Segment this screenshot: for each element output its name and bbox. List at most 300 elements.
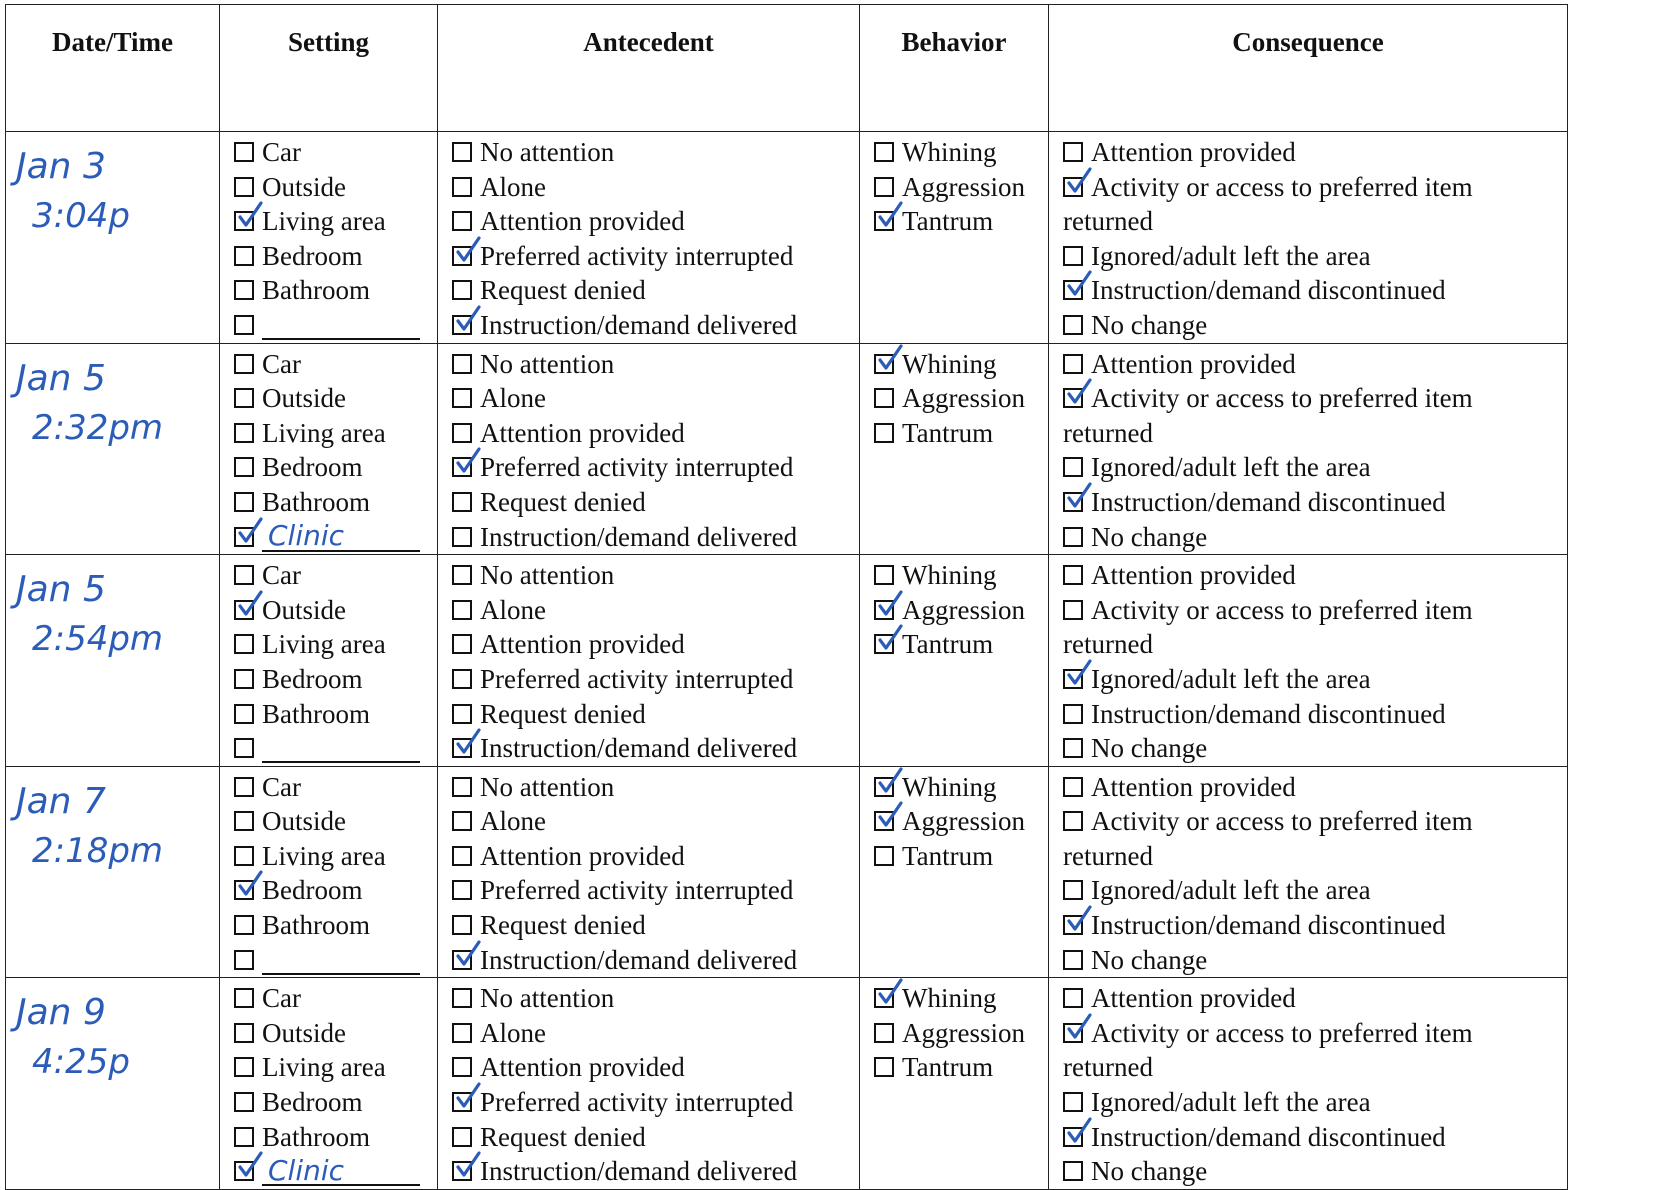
setting-checkbox[interactable]	[234, 280, 254, 300]
option-label: No attention	[480, 137, 615, 167]
antecedent-checkbox[interactable]	[452, 669, 472, 689]
antecedent-checkbox[interactable]	[452, 315, 472, 335]
consequence-options	[1049, 344, 1567, 555]
option-label: Living area	[262, 417, 386, 448]
consequence-cell	[1049, 132, 1568, 344]
setting-checkbox[interactable]	[234, 600, 254, 620]
antecedent-checkbox[interactable]	[452, 457, 472, 477]
option-label: Car	[262, 560, 301, 591]
option-item	[874, 558, 1048, 593]
option-item	[452, 1016, 859, 1051]
option-item	[1063, 943, 1567, 978]
antecedent-checkbox[interactable]	[452, 354, 472, 374]
consequence-checkbox[interactable]	[1063, 669, 1083, 689]
table-row	[6, 555, 1568, 767]
behavior-checkbox[interactable]	[874, 211, 894, 231]
setting-checkbox[interactable]	[234, 777, 254, 797]
option-label: No change	[1091, 944, 1208, 975]
setting-other-blank[interactable]	[262, 1153, 420, 1187]
option-label: Attention provided	[1091, 137, 1296, 167]
option-item	[452, 593, 859, 628]
option-item	[874, 804, 1048, 839]
consequence-checkbox[interactable]	[1063, 246, 1083, 266]
setting-checkbox[interactable]	[234, 1057, 254, 1077]
consequence-checkbox[interactable]	[1063, 457, 1083, 477]
antecedent-checkbox[interactable]	[452, 565, 472, 585]
checkmark-icon	[1066, 659, 1092, 687]
checkmark-icon	[1066, 905, 1092, 933]
option-label: Bedroom	[262, 1087, 363, 1118]
behavior-cell	[860, 343, 1049, 555]
date-time-cell	[6, 555, 220, 767]
option-label: Attention provided	[480, 206, 685, 237]
antecedent-checkbox[interactable]	[452, 1057, 472, 1077]
behavior-checkbox[interactable]	[874, 565, 894, 585]
option-label: Whining	[902, 137, 997, 167]
option-label: Activity or access to preferred item returned	[1063, 383, 1473, 448]
setting-checkbox[interactable]	[234, 211, 254, 231]
option-label: Preferred activity interrupted	[480, 875, 794, 906]
consequence-options	[1049, 132, 1567, 343]
checkmark-icon	[877, 590, 903, 618]
antecedent-checkbox[interactable]	[452, 1127, 472, 1147]
setting-checkbox[interactable]	[234, 527, 254, 547]
antecedent-checkbox[interactable]	[452, 950, 472, 970]
option-item	[234, 1154, 437, 1189]
option-label: Alone	[480, 383, 546, 414]
time-handwritten: 2:54pm	[32, 619, 164, 660]
setting-checkbox[interactable]	[234, 950, 254, 970]
option-item	[1063, 1120, 1567, 1155]
checkmark-icon	[877, 201, 903, 229]
option-item	[874, 981, 1048, 1016]
consequence-checkbox[interactable]	[1063, 177, 1083, 197]
option-item	[234, 873, 437, 908]
setting-checkbox[interactable]	[234, 565, 254, 585]
time-handwritten: 2:32pm	[32, 407, 164, 448]
checkmark-icon	[1066, 167, 1092, 195]
setting-other-handwritten: Clinic	[268, 518, 345, 552]
option-label: Instruction/demand delivered	[480, 309, 798, 340]
option-item	[452, 627, 859, 662]
option-item	[874, 839, 1048, 874]
option-label: Activity or access to preferred item returned	[1063, 171, 1473, 237]
consequence-checkbox[interactable]	[1063, 1127, 1083, 1147]
behavior-checkbox[interactable]	[874, 846, 894, 866]
antecedent-checkbox[interactable]	[452, 600, 472, 620]
option-item	[234, 943, 437, 978]
checkmark-icon	[237, 870, 263, 898]
option-label: Preferred activity interrupted	[480, 240, 794, 271]
consequence-checkbox[interactable]	[1063, 1161, 1083, 1181]
option-item	[234, 1016, 437, 1051]
consequence-checkbox[interactable]	[1063, 388, 1083, 408]
setting-cell	[220, 555, 438, 767]
option-item	[234, 416, 437, 451]
option-item	[234, 1050, 437, 1085]
option-label: Tantrum	[902, 417, 994, 448]
consequence-checkbox[interactable]	[1063, 527, 1083, 547]
setting-checkbox[interactable]	[234, 811, 254, 831]
setting-checkbox[interactable]	[234, 738, 254, 758]
setting-checkbox[interactable]	[234, 1161, 254, 1181]
behavior-checkbox[interactable]	[874, 423, 894, 443]
consequence-checkbox[interactable]	[1063, 777, 1083, 797]
option-item	[1063, 770, 1567, 805]
setting-checkbox[interactable]	[234, 142, 254, 162]
option-label: Alone	[480, 171, 546, 202]
option-label: Request denied	[480, 1121, 646, 1152]
consequence-checkbox[interactable]	[1063, 1023, 1083, 1043]
setting-checkbox[interactable]	[234, 388, 254, 408]
option-label: Car	[262, 983, 301, 1014]
option-item	[1063, 485, 1567, 520]
option-item	[874, 416, 1048, 451]
option-label: Car	[262, 137, 301, 167]
option-label: Preferred activity interrupted	[480, 663, 794, 694]
option-label: Instruction/demand discontinued	[1091, 275, 1446, 306]
behavior-options	[860, 978, 1048, 1085]
option-label: Bathroom	[262, 486, 370, 517]
option-item	[234, 204, 437, 239]
setting-checkbox[interactable]	[234, 457, 254, 477]
setting-checkbox[interactable]	[234, 246, 254, 266]
option-item	[234, 731, 437, 766]
option-item	[234, 1120, 437, 1155]
consequence-checkbox[interactable]	[1063, 280, 1083, 300]
option-item	[452, 485, 859, 520]
checkmark-icon	[1066, 1013, 1092, 1041]
option-item	[874, 381, 1048, 416]
setting-checkbox[interactable]	[234, 988, 254, 1008]
behavior-checkbox[interactable]	[874, 1023, 894, 1043]
option-label: Instruction/demand discontinued	[1091, 1121, 1446, 1152]
behavior-checkbox[interactable]	[874, 777, 894, 797]
checkmark-icon	[877, 624, 903, 652]
option-item	[234, 520, 437, 555]
antecedent-checkbox[interactable]	[452, 527, 472, 547]
option-label: Instruction/demand delivered	[480, 521, 798, 552]
antecedent-checkbox[interactable]	[452, 704, 472, 724]
behavior-checkbox[interactable]	[874, 634, 894, 654]
header-row	[6, 5, 1568, 132]
option-item	[234, 1085, 437, 1120]
option-item	[452, 450, 859, 485]
consequence-cell	[1049, 343, 1568, 555]
checkmark-icon	[1066, 270, 1092, 298]
header-setting: Setting	[220, 5, 438, 132]
setting-other-handwritten: Clinic	[268, 1153, 345, 1187]
setting-checkbox[interactable]	[234, 846, 254, 866]
setting-checkbox[interactable]	[234, 315, 254, 335]
option-item	[234, 908, 437, 943]
consequence-checkbox[interactable]	[1063, 811, 1083, 831]
option-label: Living area	[262, 629, 386, 660]
antecedent-checkbox[interactable]	[452, 811, 472, 831]
table-row	[6, 343, 1568, 555]
option-label: Outside	[262, 383, 346, 414]
option-label: Preferred activity interrupted	[480, 1087, 794, 1118]
date-handwritten: Jan 5	[16, 357, 106, 399]
option-label: Living area	[262, 206, 386, 237]
antecedent-checkbox[interactable]	[452, 280, 472, 300]
time-handwritten: 3:04p	[32, 196, 130, 236]
setting-checkbox[interactable]	[234, 1023, 254, 1043]
option-item	[1063, 804, 1567, 873]
option-label: No change	[1091, 1156, 1208, 1187]
checkmark-icon	[237, 1151, 263, 1179]
option-label: Request denied	[480, 275, 646, 306]
antecedent-checkbox[interactable]	[452, 880, 472, 900]
consequence-checkbox[interactable]	[1063, 950, 1083, 970]
option-label: Tantrum	[902, 840, 994, 871]
option-label: Activity or access to preferred item returned	[1063, 806, 1473, 871]
antecedent-checkbox[interactable]	[452, 211, 472, 231]
option-label: No attention	[480, 983, 615, 1014]
consequence-checkbox[interactable]	[1063, 142, 1083, 162]
option-label: No attention	[480, 560, 615, 591]
option-label: Ignored/adult left the area	[1091, 1087, 1371, 1118]
consequence-checkbox[interactable]	[1063, 915, 1083, 935]
behavior-cell	[860, 132, 1049, 344]
antecedent-options	[438, 132, 859, 343]
option-item	[234, 135, 437, 170]
option-label: Whining	[902, 348, 997, 379]
option-label: Attention provided	[1091, 348, 1296, 379]
option-item	[452, 135, 859, 170]
option-item	[1063, 347, 1567, 382]
behavior-checkbox[interactable]	[874, 354, 894, 374]
antecedent-checkbox[interactable]	[452, 1023, 472, 1043]
option-item	[234, 381, 437, 416]
antecedent-checkbox[interactable]	[452, 738, 472, 758]
consequence-checkbox[interactable]	[1063, 354, 1083, 374]
antecedent-checkbox[interactable]	[452, 388, 472, 408]
date-handwritten: Jan 3	[16, 146, 106, 187]
option-item	[1063, 1016, 1567, 1085]
checkmark-icon	[1066, 1117, 1092, 1145]
consequence-checkbox[interactable]	[1063, 565, 1083, 585]
antecedent-cell	[438, 343, 860, 555]
consequence-checkbox[interactable]	[1063, 1092, 1083, 1112]
setting-checkbox[interactable]	[234, 354, 254, 374]
option-label: No change	[1091, 521, 1208, 552]
checkmark-icon	[455, 1151, 481, 1179]
option-item	[1063, 135, 1567, 170]
option-item	[234, 347, 437, 382]
option-label: Activity or access to preferred item returned	[1063, 594, 1473, 660]
behavior-checkbox[interactable]	[874, 811, 894, 831]
option-item	[452, 381, 859, 416]
option-item	[452, 839, 859, 874]
option-label: Request denied	[480, 698, 646, 729]
behavior-checkbox[interactable]	[874, 1057, 894, 1077]
option-item	[452, 558, 859, 593]
behavior-cell	[860, 555, 1049, 767]
consequence-checkbox[interactable]	[1063, 880, 1083, 900]
option-label: Ignored/adult left the area	[1091, 663, 1371, 694]
option-label: Bathroom	[262, 910, 370, 941]
antecedent-cell	[438, 132, 860, 344]
setting-other-blank[interactable]	[262, 310, 420, 340]
antecedent-checkbox[interactable]	[452, 177, 472, 197]
behavior-checkbox[interactable]	[874, 388, 894, 408]
option-item	[452, 520, 859, 555]
abc-data-sheet	[5, 4, 1568, 1190]
setting-checkbox[interactable]	[234, 423, 254, 443]
option-label: Request denied	[480, 910, 646, 941]
time-handwritten: 2:18pm	[32, 830, 164, 871]
option-item	[234, 485, 437, 520]
option-label: No change	[1091, 309, 1208, 340]
setting-checkbox[interactable]	[234, 1127, 254, 1147]
option-item	[874, 1050, 1048, 1085]
option-item	[234, 558, 437, 593]
option-label: Aggression	[902, 594, 1025, 625]
option-item	[452, 1120, 859, 1155]
checkmark-icon	[877, 344, 903, 372]
antecedent-checkbox[interactable]	[452, 777, 472, 797]
behavior-checkbox[interactable]	[874, 142, 894, 162]
option-label: Living area	[262, 1052, 386, 1083]
setting-checkbox[interactable]	[234, 880, 254, 900]
behavior-checkbox[interactable]	[874, 177, 894, 197]
antecedent-checkbox[interactable]	[452, 988, 472, 1008]
option-item	[234, 308, 437, 343]
date-time-cell	[6, 343, 220, 555]
setting-checkbox[interactable]	[234, 704, 254, 724]
antecedent-checkbox[interactable]	[452, 142, 472, 162]
option-label: Tantrum	[902, 1052, 994, 1083]
antecedent-checkbox[interactable]	[452, 246, 472, 266]
checkmark-icon	[237, 517, 263, 545]
header-antecedent: Antecedent	[438, 5, 860, 132]
option-label: Car	[262, 348, 301, 379]
antecedent-options	[438, 978, 859, 1189]
option-label: Alone	[480, 594, 546, 625]
setting-other-blank[interactable]	[262, 945, 420, 975]
consequence-checkbox[interactable]	[1063, 492, 1083, 512]
consequence-checkbox[interactable]	[1063, 988, 1083, 1008]
option-item	[874, 135, 1048, 170]
option-label: Alone	[480, 806, 546, 837]
option-item	[234, 981, 437, 1016]
setting-cell	[220, 766, 438, 978]
option-item	[452, 908, 859, 943]
option-item	[234, 593, 437, 628]
option-item	[234, 770, 437, 805]
option-label: Tantrum	[902, 206, 994, 237]
option-item	[452, 1154, 859, 1189]
option-item	[1063, 308, 1567, 343]
option-item	[452, 239, 859, 274]
checkmark-icon	[877, 767, 903, 795]
behavior-checkbox[interactable]	[874, 600, 894, 620]
option-label: Activity or access to preferred item returned	[1063, 1017, 1473, 1083]
date-handwritten: Jan 9	[16, 992, 106, 1034]
option-item	[452, 804, 859, 839]
antecedent-checkbox[interactable]	[452, 1161, 472, 1181]
setting-checkbox[interactable]	[234, 177, 254, 197]
behavior-cell	[860, 766, 1049, 978]
setting-other-blank[interactable]	[262, 518, 420, 552]
time-handwritten: 4:25p	[32, 1042, 130, 1083]
option-label: Attention provided	[1091, 560, 1296, 591]
antecedent-checkbox[interactable]	[452, 634, 472, 654]
option-item	[234, 804, 437, 839]
setting-cell	[220, 132, 438, 344]
checkmark-icon	[237, 590, 263, 618]
option-label: Whining	[902, 983, 997, 1014]
consequence-checkbox[interactable]	[1063, 704, 1083, 724]
setting-checkbox[interactable]	[234, 669, 254, 689]
option-label: Living area	[262, 840, 386, 871]
antecedent-options	[438, 767, 859, 978]
option-label: Attention provided	[480, 840, 685, 871]
behavior-options	[860, 555, 1048, 662]
antecedent-checkbox[interactable]	[452, 915, 472, 935]
option-item	[452, 347, 859, 382]
option-label: Bedroom	[262, 240, 363, 271]
option-item	[1063, 450, 1567, 485]
consequence-checkbox[interactable]	[1063, 600, 1083, 620]
option-item	[234, 839, 437, 874]
consequence-checkbox[interactable]	[1063, 738, 1083, 758]
setting-checkbox[interactable]	[234, 634, 254, 654]
option-item	[874, 170, 1048, 205]
option-label: Instruction/demand delivered	[480, 733, 798, 764]
date-handwritten: Jan 5	[16, 569, 106, 611]
option-label: Bedroom	[262, 875, 363, 906]
behavior-checkbox[interactable]	[874, 988, 894, 1008]
consequence-options	[1049, 555, 1567, 766]
option-label: Bedroom	[262, 663, 363, 694]
option-item	[234, 239, 437, 274]
option-item	[1063, 273, 1567, 308]
option-item	[1063, 170, 1567, 239]
setting-other-blank[interactable]	[262, 733, 420, 763]
option-label: Outside	[262, 171, 346, 202]
table-row	[6, 766, 1568, 978]
checkmark-icon	[455, 728, 481, 756]
option-label: Attention provided	[480, 629, 685, 660]
option-item	[234, 697, 437, 732]
antecedent-checkbox[interactable]	[452, 492, 472, 512]
option-item	[452, 1050, 859, 1085]
option-label: Aggression	[902, 1017, 1025, 1048]
option-item	[452, 273, 859, 308]
option-item	[874, 593, 1048, 628]
antecedent-checkbox[interactable]	[452, 1092, 472, 1112]
option-label: Instruction/demand discontinued	[1091, 910, 1446, 941]
option-label: Preferred activity interrupted	[480, 452, 794, 483]
consequence-checkbox[interactable]	[1063, 315, 1083, 335]
option-label: Attention provided	[480, 1052, 685, 1083]
setting-cell	[220, 343, 438, 555]
setting-checkbox[interactable]	[234, 915, 254, 935]
antecedent-cell	[438, 555, 860, 767]
option-label: Car	[262, 771, 301, 802]
antecedent-checkbox[interactable]	[452, 846, 472, 866]
option-label: Ignored/adult left the area	[1091, 875, 1371, 906]
option-item	[234, 662, 437, 697]
setting-options	[220, 344, 437, 555]
setting-checkbox[interactable]	[234, 492, 254, 512]
option-item	[1063, 239, 1567, 274]
option-item	[452, 1085, 859, 1120]
antecedent-checkbox[interactable]	[452, 423, 472, 443]
setting-checkbox[interactable]	[234, 1092, 254, 1112]
